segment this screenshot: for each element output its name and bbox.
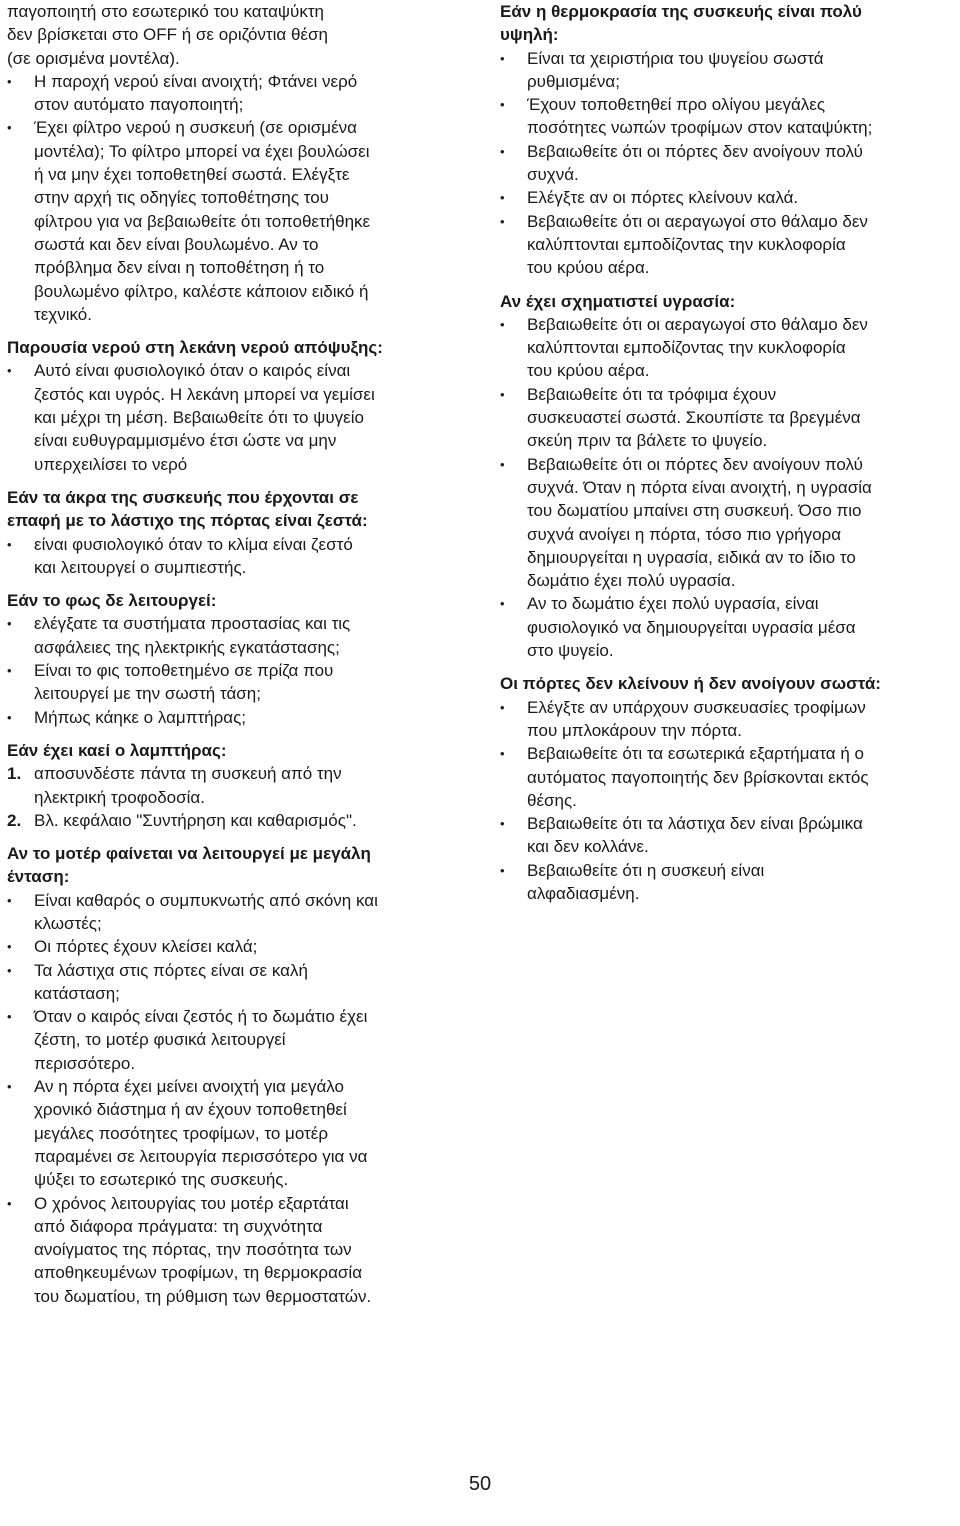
text-line: ρυθμισμένα;	[527, 71, 620, 91]
text-line: καλύπτονται εμποδίζοντας την κυκλοφορία	[527, 338, 846, 358]
text-line: ποσότητες νωπών τροφίμων στον καταψύκτη;	[527, 118, 873, 138]
step-number: 2.	[7, 810, 22, 830]
lamp-steps-list	[7, 762, 469, 832]
section-heading-lamp: Εάν έχει καεί ο λαμπτήρας:	[7, 740, 227, 760]
humidity-bullet-list	[500, 313, 955, 662]
left-column	[7, 0, 469, 1308]
text-line: ψύξει το εσωτερικό της συσκευής.	[34, 1170, 289, 1190]
text-line: από διάφορα πράγματα: τη συχνότητα	[34, 1216, 323, 1236]
list-item	[500, 383, 955, 453]
text-line: • Βεβαιωθείτε ότι η συσκευή είναι	[527, 860, 765, 880]
text-line: στο ψυγείο.	[527, 641, 614, 661]
text-line: ανοίγματος της πόρτας, την ποσότητα των	[34, 1240, 352, 1260]
list-item	[500, 186, 955, 209]
text-line: υπερχειλίσει το νερό	[34, 454, 188, 474]
text-line: τεχνικό.	[34, 304, 92, 324]
list-item	[500, 47, 955, 94]
list-item	[7, 706, 469, 729]
text-line: στην αρχή τις οδηγίες τοποθέτησης του	[34, 188, 329, 208]
list-item	[7, 1005, 469, 1075]
text-line: θέσης.	[527, 790, 577, 810]
text-line: βουλωμένο φίλτρο, καλέστε κάποιον ειδικό ή	[34, 281, 369, 301]
text-line: • Οι πόρτες έχουν κλείσει καλά;	[34, 937, 258, 957]
text-line: • Ο χρόνος λειτουργίας του μοτέρ εξαρτάται	[34, 1193, 349, 1213]
intro-paragraph	[7, 0, 469, 70]
text-line: του κρύου αέρα.	[527, 361, 650, 381]
list-item	[7, 959, 469, 1006]
right-column	[500, 0, 955, 905]
text-line: αυτόματος παγοποιητής δεν βρίσκονται εκτός	[527, 767, 869, 787]
text-line: παραμένει σε λειτουργία περισσότερο για να	[34, 1146, 368, 1166]
text-line: και λειτουργεί ο συμπιεστής.	[34, 557, 247, 577]
text-line: πρόβλημα δεν είναι η τοποθέτηση ή το	[34, 258, 325, 278]
list-item	[500, 140, 955, 187]
section-heading-edges	[7, 486, 469, 533]
list-item	[500, 859, 955, 906]
text-line: αλφαδιασμένη.	[527, 883, 640, 903]
list-item	[7, 612, 469, 659]
text-line: καλύπτονται εμποδίζοντας την κυκλοφορία	[527, 234, 846, 254]
text-line: ηλεκτρική τροφοδοσία.	[34, 787, 205, 807]
text-line: φυσιολογικό να δημιουργείται υγρασία μέσα	[527, 617, 856, 637]
heading-line: ένταση:	[7, 867, 70, 887]
text-line: ζεστός και υγρός. Η λεκάνη μπορεί να γεμίσει	[34, 384, 375, 404]
text-line: χρονικό διάστημα ή αν έχουν τοποθετηθεί	[34, 1100, 347, 1120]
edges-bullet-list	[7, 533, 469, 580]
section-heading-light: Εάν το φως δε λειτουργεί:	[7, 591, 217, 611]
text-line: του δωματίου, τη ρύθμιση των θερμοστατών.	[34, 1286, 372, 1306]
text-line: • Αν η πόρτα έχει μείνει ανοιχτή για μεγάλο	[34, 1077, 344, 1097]
list-item	[7, 359, 469, 475]
text-line: • Είναι το φις τοποθετημένο σε πρίζα που	[34, 661, 334, 681]
text-line: σωστά και δεν είναι βουλωμένο. Αν το	[34, 234, 319, 254]
text-line: • Ελέγξτε αν οι πόρτες κλείνουν καλά.	[527, 188, 799, 208]
text-line: μεγάλες ποσότητες τροφίμων, το μοτέρ	[34, 1123, 329, 1143]
text-line: κατάσταση;	[34, 983, 120, 1003]
list-item	[500, 313, 955, 383]
text-line: • Βεβαιωθείτε ότι τα εσωτερικά εξαρτήματα ή ο	[527, 744, 864, 764]
text-line: παγοποιητή στο εσωτερικό του καταψύκτη	[7, 2, 325, 21]
text-line: λειτουργεί με την σωστή τάση;	[34, 684, 261, 704]
list-item	[7, 659, 469, 706]
text-line: (σε ορισμένα μοντέλα).	[7, 48, 180, 68]
text-line: συσκευαστεί σωστά. Σκουπίστε τα βρεγμένα	[527, 408, 861, 428]
text-line: συχνά. Όταν η πόρτα είναι ανοιχτή, η υγρασία	[527, 477, 872, 497]
text-line: του κρύου αέρα.	[527, 258, 650, 278]
list-item	[500, 812, 955, 859]
text-line: του δωματίου μπαίνει στη συσκευή. Όσο πιο	[527, 501, 862, 521]
text-line: • Έχουν τοποθετηθεί προ ολίγου μεγάλες	[527, 95, 826, 115]
text-line: δημιουργείται η υγρασία, ειδικά αν το ίδιο το	[527, 547, 856, 567]
list-item	[7, 935, 469, 958]
text-line: αποθηκευμένων τροφίμων, τη θερμοκρασία	[34, 1263, 363, 1283]
water-bullet-list	[7, 359, 469, 475]
text-line: δεν βρίσκεται στο OFF ή σε οριζόντια θέση	[7, 25, 328, 45]
text-line: μοντέλα); Το φίλτρο μπορεί να έχει βουλώσει	[34, 141, 370, 161]
text-line: • ελέγξατε τα συστήματα προστασίας και τις	[34, 614, 351, 634]
page-number: 50	[468, 1473, 492, 1495]
list-item	[7, 70, 469, 117]
text-line: στον αυτόματο παγοποιητή;	[34, 95, 244, 115]
text-line: • Βεβαιωθείτε ότι οι πόρτες δεν ανοίγουν πολύ	[527, 141, 863, 161]
text-line: • Είναι καθαρός ο συμπυκνωτής από σκόνη και	[34, 890, 378, 910]
list-item	[500, 210, 955, 280]
text-line: συχνά ανοίγει η πόρτα, τόσο πιο γρήγορα	[527, 524, 842, 544]
doors-bullet-list	[500, 696, 955, 906]
list-item	[500, 696, 955, 743]
text-line: • Αν το δωμάτιο έχει πολύ υγρασία, είναι	[527, 594, 819, 614]
section-heading-doors: Οι πόρτες δεν κλείνουν ή δεν ανοίγουν σωστά:	[500, 674, 881, 694]
text-line: αποσυνδέστε πάντα τη συσκευή από την	[34, 764, 342, 784]
motor-bullet-list	[7, 889, 469, 1308]
section-heading-motor	[7, 842, 469, 889]
text-line: συχνά.	[527, 165, 579, 185]
list-item	[7, 809, 469, 832]
step-number: 1.	[7, 764, 22, 784]
text-line: που μπλοκάρουν την πόρτα.	[527, 720, 742, 740]
text-line: • Αυτό είναι φυσιολογικό όταν ο καιρός είναι	[34, 361, 351, 381]
list-item	[500, 453, 955, 593]
light-bullet-list	[7, 612, 469, 728]
section-heading-humidity: Αν έχει σχηματιστεί υγρασία:	[500, 291, 736, 311]
list-item	[7, 533, 469, 580]
heading-line: Εάν τα άκρα της συσκευής που έρχονται σε	[7, 487, 359, 507]
text-line: Βλ. κεφάλαιο "Συντήρηση και καθαρισμός".	[34, 810, 357, 830]
text-line: • Βεβαιωθείτε ότι τα λάστιχα δεν είναι βρώμικα	[527, 814, 863, 834]
list-item	[500, 742, 955, 812]
text-line: • είναι φυσιολογικό όταν το κλίμα είναι ζεστό	[34, 534, 353, 554]
text-line: • Η παροχή νερού είναι ανοιχτή; Φτάνει νερό	[34, 71, 358, 91]
list-item	[500, 592, 955, 662]
heading-line: Εάν η θερμοκρασία της συσκευής είναι πολύ	[500, 2, 862, 21]
text-line: ζέστη, το μοτέρ φυσικά λειτουργεί	[34, 1030, 286, 1050]
text-line: • Όταν ο καιρός είναι ζεστός ή το δωμάτιο έχει	[34, 1007, 368, 1027]
text-line: και δεν κολλάνε.	[527, 837, 649, 857]
text-line: δωμάτιο έχει πολύ υγρασία.	[527, 571, 736, 591]
list-item	[7, 762, 469, 809]
text-line: • Βεβαιωθείτε ότι οι αεραγωγοί στο θάλαμο δεν	[527, 314, 868, 334]
text-line: είναι ευθυγραμμισμένο έτσι ώστε να μην	[34, 431, 337, 451]
heading-line: υψηλή:	[500, 25, 559, 45]
text-line: • Είναι τα χειριστήρια του ψυγείου σωστά	[527, 48, 824, 68]
text-line: • Βεβαιωθείτε ότι τα τρόφιμα έχουν	[527, 384, 777, 404]
list-item	[500, 93, 955, 140]
text-line: • Τα λάστιχα στις πόρτες είναι σε καλή	[34, 960, 308, 980]
text-line: περισσότερο.	[34, 1053, 136, 1073]
intro-bullet-list	[7, 70, 469, 326]
text-line: • Ελέγξτε αν υπάρχουν συσκευασίες τροφίμων	[527, 697, 866, 717]
text-line: ασφάλειες της ηλεκτρικής εγκατάστασης;	[34, 637, 340, 657]
section-heading-water: Παρουσία νερού στη λεκάνη νερού απόψυξης:	[7, 338, 383, 358]
text-line: • Βεβαιωθείτε ότι οι πόρτες δεν ανοίγουν πολύ	[527, 454, 863, 474]
heading-line: Αν το μοτέρ φαίνεται να λειτουργεί με μεγάλη	[7, 844, 371, 864]
text-line: φίλτρου για να βεβαιωθείτε ότι τοποθετήθηκε	[34, 211, 371, 231]
text-line: σκεύη πριν τα βάλετε το ψυγείο.	[527, 431, 768, 451]
text-line: ή να μην έχει τοποθετηθεί σωστά. Ελέγξτε	[34, 165, 350, 185]
list-item	[7, 1192, 469, 1308]
text-line: • Βεβαιωθείτε ότι οι αεραγωγοί στο θάλαμο δεν	[527, 211, 868, 231]
list-item	[7, 889, 469, 936]
text-line: και μέχρι τη μέση. Βεβαιωθείτε ότι το ψυγείο	[34, 408, 364, 428]
text-line: • Έχει φίλτρο νερού η συσκευή (σε ορισμένα	[34, 118, 357, 138]
list-item	[7, 1075, 469, 1191]
temperature-bullet-list	[500, 47, 955, 280]
text-line: κλωστές;	[34, 913, 102, 933]
section-heading-temperature	[500, 0, 955, 47]
text-line: • Μήπως κάηκε ο λαμπτήρας;	[34, 707, 247, 727]
heading-line: επαφή με το λάστιχο της πόρτας είναι ζεστά:	[7, 511, 368, 531]
list-item	[7, 116, 469, 326]
